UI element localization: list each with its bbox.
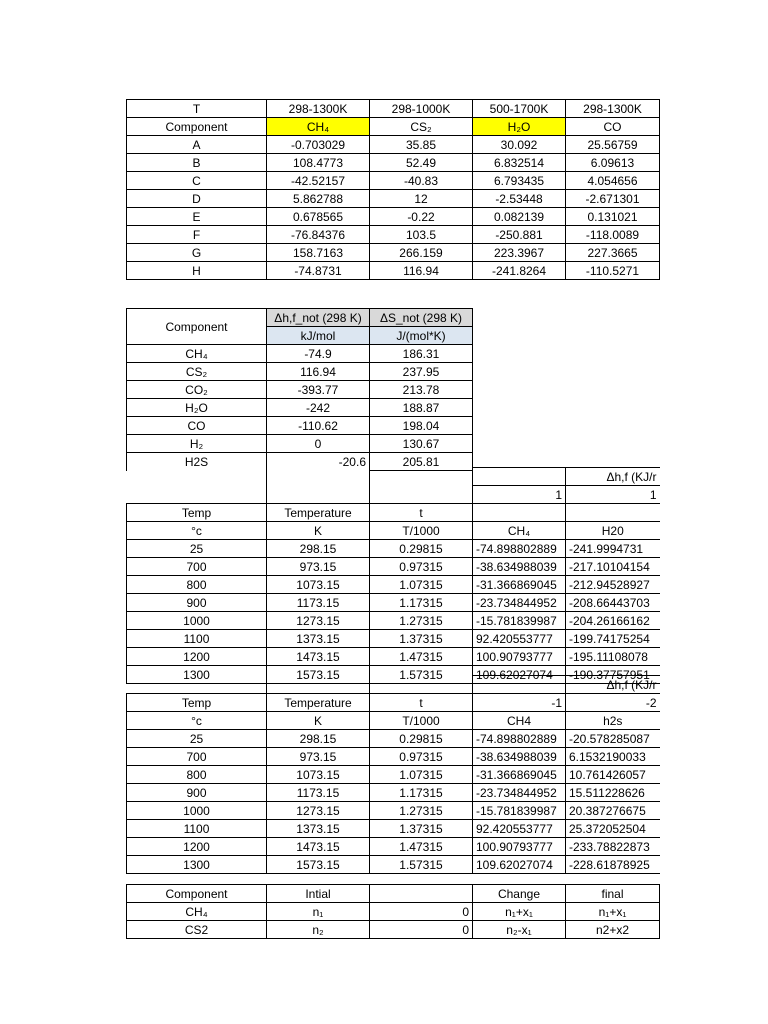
cell: -23.734844952 [473, 784, 566, 802]
highlighted-cell: CH₄ [267, 118, 370, 136]
cell: 0.97315 [370, 748, 473, 766]
cell: Component [127, 118, 267, 136]
cell: 130.67 [370, 435, 473, 453]
cell: -190.37757951 [566, 666, 660, 684]
cell: CH₄ [473, 522, 566, 540]
cell: -42.52157 [267, 172, 370, 190]
cell: 103.5 [370, 226, 473, 244]
enthalpy-temperature-table-1 [126, 467, 660, 684]
unit-row [127, 522, 660, 540]
cell: -74.898802889 [473, 730, 566, 748]
cell: 92.420553777 [473, 630, 566, 648]
cell: 700 [127, 558, 267, 576]
cell: 1173.15 [267, 784, 370, 802]
cell: 0.29815 [370, 540, 473, 558]
enthalpy-unit: kJ/mol [267, 327, 370, 345]
cell: 0.678565 [267, 208, 370, 226]
cell: -74.898802889 [473, 540, 566, 558]
table-row [127, 838, 660, 856]
cell: -228.61878925 [566, 856, 660, 874]
table-row [127, 172, 660, 190]
header-row [127, 309, 473, 327]
table-row [127, 190, 660, 208]
cell: -74.8731 [267, 262, 370, 280]
cell: 20.387276675 [566, 802, 660, 820]
cell: 973.15 [267, 748, 370, 766]
cell: E [127, 208, 267, 226]
cell: 6.832514 [473, 154, 566, 172]
cell: -199.74175254 [566, 630, 660, 648]
table-row [127, 399, 473, 417]
cell: -2.53448 [473, 190, 566, 208]
cell: T/1000 [370, 712, 473, 730]
cell: K [267, 712, 370, 730]
cell: 227.3665 [566, 244, 660, 262]
entropy-unit: J/(mol*K) [370, 327, 473, 345]
cell: -233.78822873 [566, 838, 660, 856]
cell: final [566, 885, 660, 903]
cell: 108.4773 [267, 154, 370, 172]
coefficient-cell: -1 [473, 694, 566, 712]
cell: 298.15 [267, 540, 370, 558]
table-row [127, 558, 660, 576]
cell: 1.57315 [370, 666, 473, 684]
table-row [127, 903, 660, 921]
cell: H2S [127, 453, 267, 471]
cell: 1.37315 [370, 630, 473, 648]
cell: CO [127, 417, 267, 435]
cell: CH₄ [127, 903, 267, 921]
header-row [127, 504, 660, 522]
cell: 25.56759 [566, 136, 660, 154]
cell: 213.78 [370, 381, 473, 399]
coefficient-cell: -2 [566, 694, 660, 712]
cell: 10.761426057 [566, 766, 660, 784]
highlighted-cell: H₂O [473, 118, 566, 136]
cell: K [267, 522, 370, 540]
cell: H [127, 262, 267, 280]
cell: 1.17315 [370, 594, 473, 612]
cell: Component [127, 885, 267, 903]
cell: 109.62027074 [473, 856, 566, 874]
cell: 0 [267, 435, 370, 453]
cell: -0.703029 [267, 136, 370, 154]
cell: 52.49 [370, 154, 473, 172]
cell: -2.671301 [566, 190, 660, 208]
cell: 1373.15 [267, 630, 370, 648]
cell: -38.634988039 [473, 748, 566, 766]
cell: 25.372052504 [566, 820, 660, 838]
cell: 1573.15 [267, 856, 370, 874]
table-row [127, 208, 660, 226]
table-row [127, 136, 660, 154]
title-row [127, 468, 660, 486]
cell: -15.781839987 [473, 802, 566, 820]
coefficient-row [127, 694, 660, 712]
cell: -31.366869045 [473, 766, 566, 784]
cell: 800 [127, 576, 267, 594]
cell: 973.15 [267, 558, 370, 576]
table-row [127, 784, 660, 802]
cell: 1473.15 [267, 648, 370, 666]
cell: 1.27315 [370, 802, 473, 820]
change-table [126, 884, 660, 939]
cell: n₁+x₁ [473, 903, 566, 921]
cell: 1073.15 [267, 576, 370, 594]
table-row [127, 612, 660, 630]
cell: H20 [566, 522, 660, 540]
cell: 12 [370, 190, 473, 208]
cell: -208.66443703 [566, 594, 660, 612]
table-row [127, 921, 660, 939]
cell: CO₂ [127, 381, 267, 399]
cell: -38.634988039 [473, 558, 566, 576]
cell: -118.0089 [566, 226, 660, 244]
cell: n₁+x₁ [566, 903, 660, 921]
cell: 158.7163 [267, 244, 370, 262]
cell: 1373.15 [267, 820, 370, 838]
table-row [127, 576, 660, 594]
cell: -20.578285087 [566, 730, 660, 748]
cell: 900 [127, 594, 267, 612]
cell: n₁ [267, 903, 370, 921]
cell: 298-1300K [267, 100, 370, 118]
range-row [127, 100, 660, 118]
cell: 700 [127, 748, 267, 766]
cell: h2s [566, 712, 660, 730]
cell: 1.27315 [370, 612, 473, 630]
cell: -204.26166162 [566, 612, 660, 630]
cell: H₂ [127, 435, 267, 453]
section-title: Δh,f (KJ/r [566, 676, 660, 694]
table-row [127, 766, 660, 784]
cell: 0.082139 [473, 208, 566, 226]
cell: 1000 [127, 612, 267, 630]
cell: 1.17315 [370, 784, 473, 802]
cell: 198.04 [370, 417, 473, 435]
cell: 116.94 [370, 262, 473, 280]
cell: G [127, 244, 267, 262]
cell: -393.77 [267, 381, 370, 399]
cell: B [127, 154, 267, 172]
cell: -212.94528927 [566, 576, 660, 594]
table-row [127, 226, 660, 244]
cell: 223.3967 [473, 244, 566, 262]
cell: -74.9 [267, 345, 370, 363]
cell: °c [127, 712, 267, 730]
cell: 5.862788 [267, 190, 370, 208]
cell: 500-1700K [473, 100, 566, 118]
cell: C [127, 172, 267, 190]
cell: T [127, 100, 267, 118]
cell: 25 [127, 730, 267, 748]
cell: 205.81 [370, 453, 473, 471]
cell: 1273.15 [267, 612, 370, 630]
entropy-header: ΔS_not (298 K) [370, 309, 473, 327]
cell: Change [473, 885, 566, 903]
cell: 266.159 [370, 244, 473, 262]
table-row [127, 648, 660, 666]
cell: 4.054656 [566, 172, 660, 190]
component-header: Component [127, 309, 267, 345]
cell: 1573.15 [267, 666, 370, 684]
cell: 25 [127, 540, 267, 558]
cell: CH4 [473, 712, 566, 730]
cell: Temperature [267, 694, 370, 712]
cell: 1200 [127, 838, 267, 856]
cell: 0.29815 [370, 730, 473, 748]
table-row [127, 802, 660, 820]
cell: 1.47315 [370, 648, 473, 666]
component-row [127, 118, 660, 136]
cell: A [127, 136, 267, 154]
cell: Temp [127, 504, 267, 522]
cell: D [127, 190, 267, 208]
cell: 1100 [127, 820, 267, 838]
cell: -217.10104154 [566, 558, 660, 576]
cell: -241.9994731 [566, 540, 660, 558]
table-row [127, 820, 660, 838]
cell: -242 [267, 399, 370, 417]
cell: 100.90793777 [473, 648, 566, 666]
formation-properties-table [126, 308, 473, 471]
cell: 116.94 [267, 363, 370, 381]
cell: T/1000 [370, 522, 473, 540]
table-row [127, 244, 660, 262]
table-row [127, 748, 660, 766]
cell: 1.07315 [370, 766, 473, 784]
coefficient-cell: 1 [473, 486, 566, 504]
cell: 35.85 [370, 136, 473, 154]
coefficients-table [126, 99, 660, 280]
cell: -23.734844952 [473, 594, 566, 612]
cell: 0 [370, 903, 473, 921]
cell: °c [127, 522, 267, 540]
cell: 1073.15 [267, 766, 370, 784]
cell: -250.881 [473, 226, 566, 244]
table-row [127, 262, 660, 280]
cell: 1300 [127, 666, 267, 684]
cell: F [127, 226, 267, 244]
cell: 800 [127, 766, 267, 784]
cell: 186.31 [370, 345, 473, 363]
cell: n₂-x₁ [473, 921, 566, 939]
cell: 1200 [127, 648, 267, 666]
cell: 15.511228626 [566, 784, 660, 802]
cell: -40.83 [370, 172, 473, 190]
table-row [127, 730, 660, 748]
cell: 109.62027074 [473, 666, 566, 684]
cell: t [370, 504, 473, 522]
cell: 237.95 [370, 363, 473, 381]
cell: 298-1300K [566, 100, 660, 118]
table-row [127, 417, 473, 435]
cell: 100.90793777 [473, 838, 566, 856]
cell: Intial [267, 885, 370, 903]
cell: 0 [370, 921, 473, 939]
cell: n₂ [267, 921, 370, 939]
enthalpy-temperature-table-2 [126, 675, 660, 874]
cell: CS2 [127, 921, 267, 939]
cell: -76.84376 [267, 226, 370, 244]
cell: -0.22 [370, 208, 473, 226]
cell: -110.5271 [566, 262, 660, 280]
cell: 0.97315 [370, 558, 473, 576]
cell: 6.09613 [566, 154, 660, 172]
table-row [127, 363, 473, 381]
cell: 1.57315 [370, 856, 473, 874]
table-row [127, 630, 660, 648]
cell: 188.87 [370, 399, 473, 417]
cell: 92.420553777 [473, 820, 566, 838]
table-row [127, 435, 473, 453]
cell: 1173.15 [267, 594, 370, 612]
cell: 1100 [127, 630, 267, 648]
table-row [127, 154, 660, 172]
cell: 1.47315 [370, 838, 473, 856]
cell: 0.131021 [566, 208, 660, 226]
table-row [127, 856, 660, 874]
cell: 1300 [127, 856, 267, 874]
cell: -20.6 [267, 453, 370, 471]
table-row [127, 381, 473, 399]
cell: CS₂ [370, 118, 473, 136]
coefficients-body [127, 136, 660, 280]
cell: 1273.15 [267, 802, 370, 820]
cell: t [370, 694, 473, 712]
cell: CS₂ [127, 363, 267, 381]
coefficient-cell: 1 [566, 486, 660, 504]
cell: -110.62 [267, 417, 370, 435]
cell: 6.1532190033 [566, 748, 660, 766]
cell: -15.781839987 [473, 612, 566, 630]
cell [370, 885, 473, 903]
table-row [127, 594, 660, 612]
cell: -195.11108078 [566, 648, 660, 666]
cell: 6.793435 [473, 172, 566, 190]
cell: n2+x2 [566, 921, 660, 939]
cell: 1.07315 [370, 576, 473, 594]
cell: 30.092 [473, 136, 566, 154]
cell: 1000 [127, 802, 267, 820]
cell: H₂O [127, 399, 267, 417]
cell: 1.37315 [370, 820, 473, 838]
cell: Temp [127, 694, 267, 712]
table-row [127, 345, 473, 363]
cell: CH₄ [127, 345, 267, 363]
enthalpy-header: Δh,f_not (298 K) [267, 309, 370, 327]
cell: Temperature [267, 504, 370, 522]
section-title: Δh,f (KJ/r [566, 468, 660, 486]
cell: 1473.15 [267, 838, 370, 856]
cell: 900 [127, 784, 267, 802]
header-row [127, 885, 660, 903]
coefficient-row [127, 486, 660, 504]
cell: -31.366869045 [473, 576, 566, 594]
title-row [127, 676, 660, 694]
cell: 298-1000K [370, 100, 473, 118]
cell: -241.8264 [473, 262, 566, 280]
cell: CO [566, 118, 660, 136]
unit-row [127, 712, 660, 730]
cell: 298.15 [267, 730, 370, 748]
table-row [127, 540, 660, 558]
